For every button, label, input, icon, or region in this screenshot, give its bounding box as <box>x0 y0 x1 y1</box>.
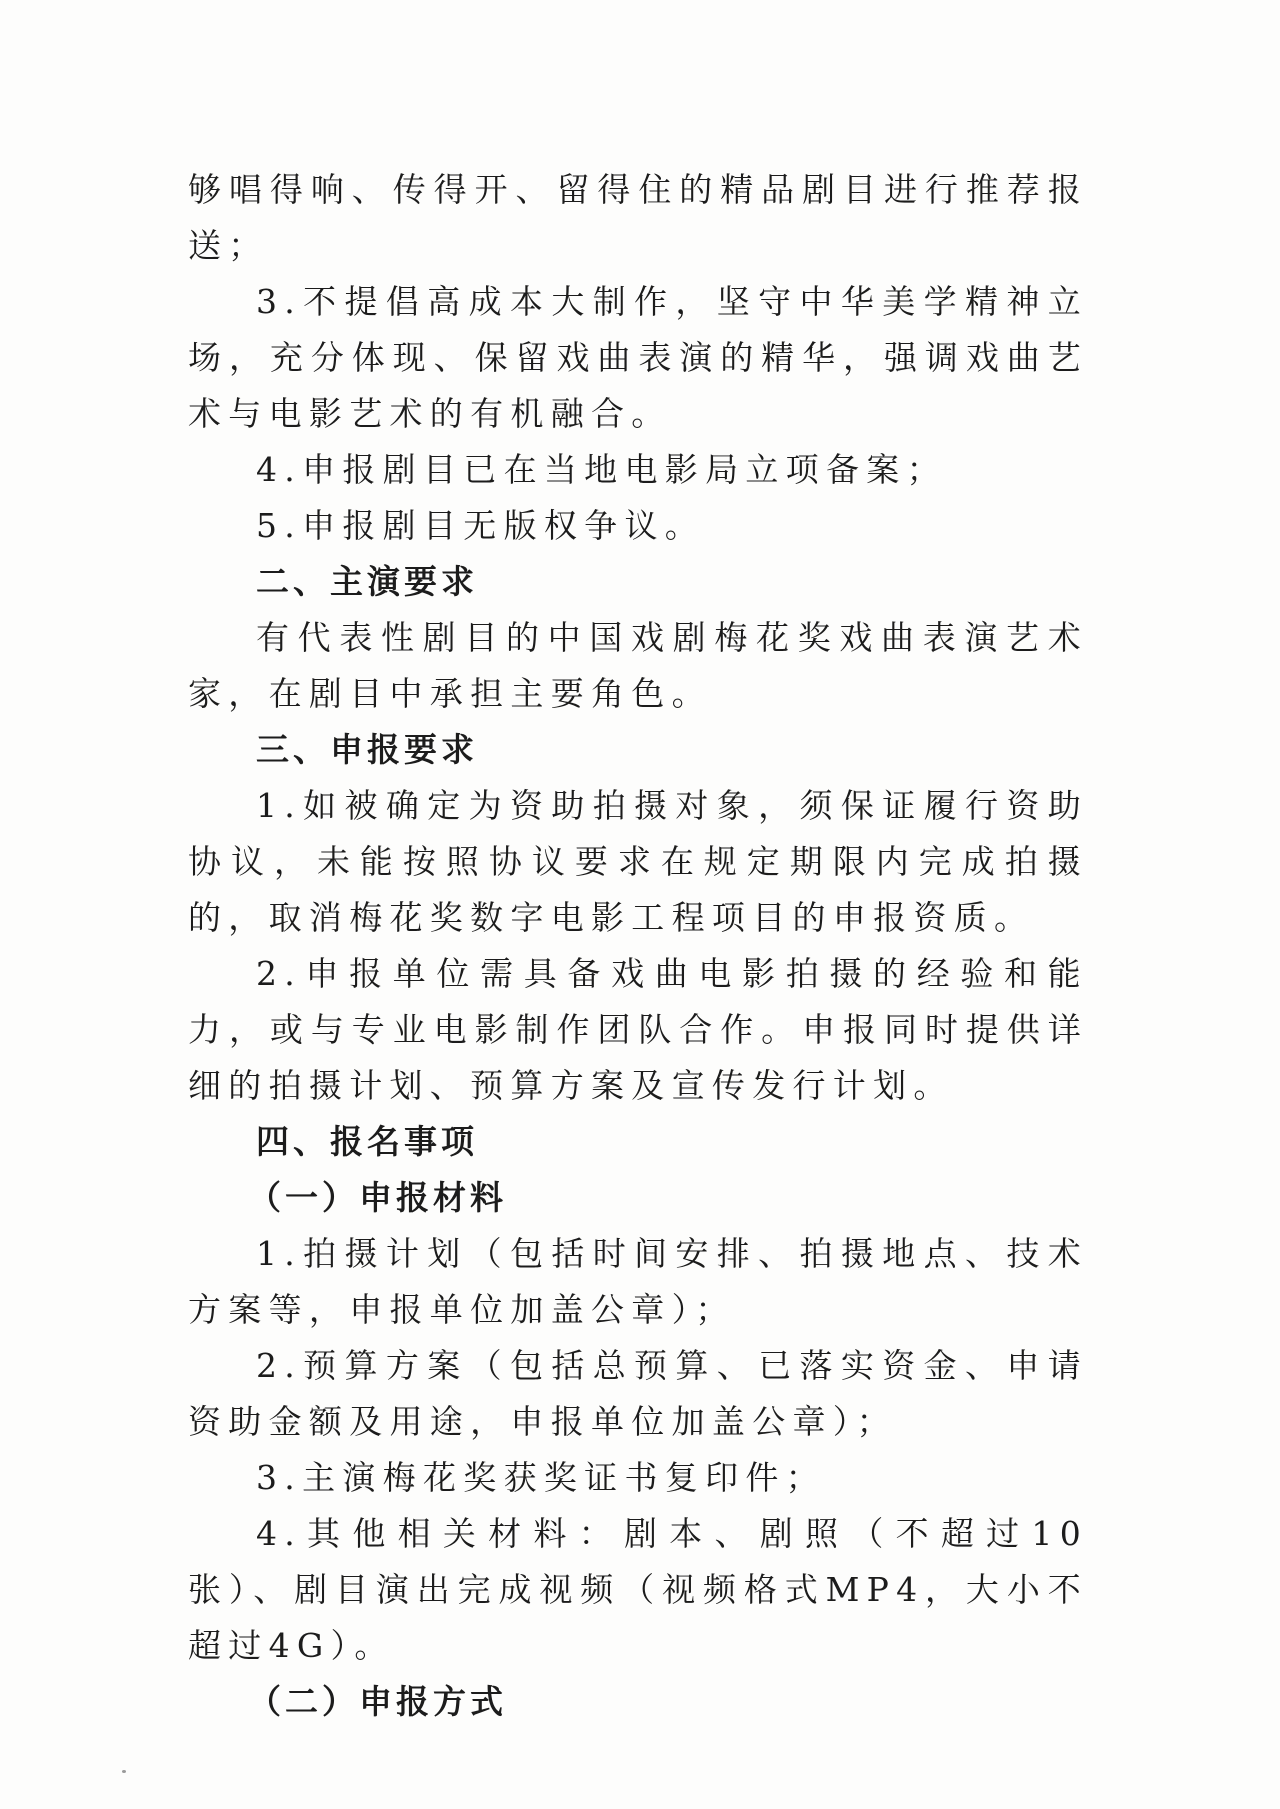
paragraph-lead-actor: 有代表性剧目的中国戏剧梅花奖戏曲表演艺术家，在剧目中承担主要角色。 <box>188 618 1088 713</box>
paragraph-material-4: 4.其他相关材料：剧本、剧照（不超过10张）、剧目演出完成视频（视频格式MP4，大小不超过4G）。 <box>188 1514 1088 1665</box>
section-heading-lead-actor: 二、主演要求 <box>256 562 478 601</box>
paragraph-requirement-1: 1.如被确定为资助拍摄对象，须保证履行资助协议，未能按照协议要求在规定期限内完成拍摄的，取消梅花奖数字电影工程项目的申报资质。 <box>188 786 1088 937</box>
paragraph-item-4: 4.申报剧目已在当地电影局立项备案； <box>256 450 947 489</box>
subheading-materials: （一）申报材料 <box>248 1178 507 1217</box>
scan-speck <box>122 1770 126 1773</box>
paragraph-material-1: 1.拍摄计划（包括时间安排、拍摄地点、技术方案等，申报单位加盖公章）； <box>188 1234 1088 1329</box>
document-body <box>188 162 1088 1730</box>
paragraph-continuation: 够唱得响、传得开、留得住的精品剧目进行推荐报送； <box>188 170 1088 265</box>
paragraph-item-3: 3.不提倡高成本大制作，坚守中华美学精神立场，充分体现、保留戏曲表演的精华，强调戏曲艺术与电影艺术的有机融合。 <box>188 282 1088 433</box>
paragraph-material-2: 2.预算方案（包括总预算、已落实资金、申请资助金额及用途，申报单位加盖公章）； <box>188 1346 1088 1441</box>
section-heading-application-requirements: 三、申报要求 <box>256 730 478 769</box>
paragraph-requirement-2: 2.申报单位需具备戏曲电影拍摄的经验和能力，或与专业电影制作团队合作。申报同时提供详细的拍摄计划、预算方案及宣传发行计划。 <box>188 954 1088 1105</box>
paragraph-material-3: 3.主演梅花奖获奖证书复印件； <box>256 1458 826 1497</box>
section-heading-registration: 四、报名事项 <box>256 1122 478 1161</box>
paragraph-item-5: 5.申报剧目无版权争议。 <box>256 506 706 545</box>
subheading-method: （二）申报方式 <box>248 1682 507 1721</box>
